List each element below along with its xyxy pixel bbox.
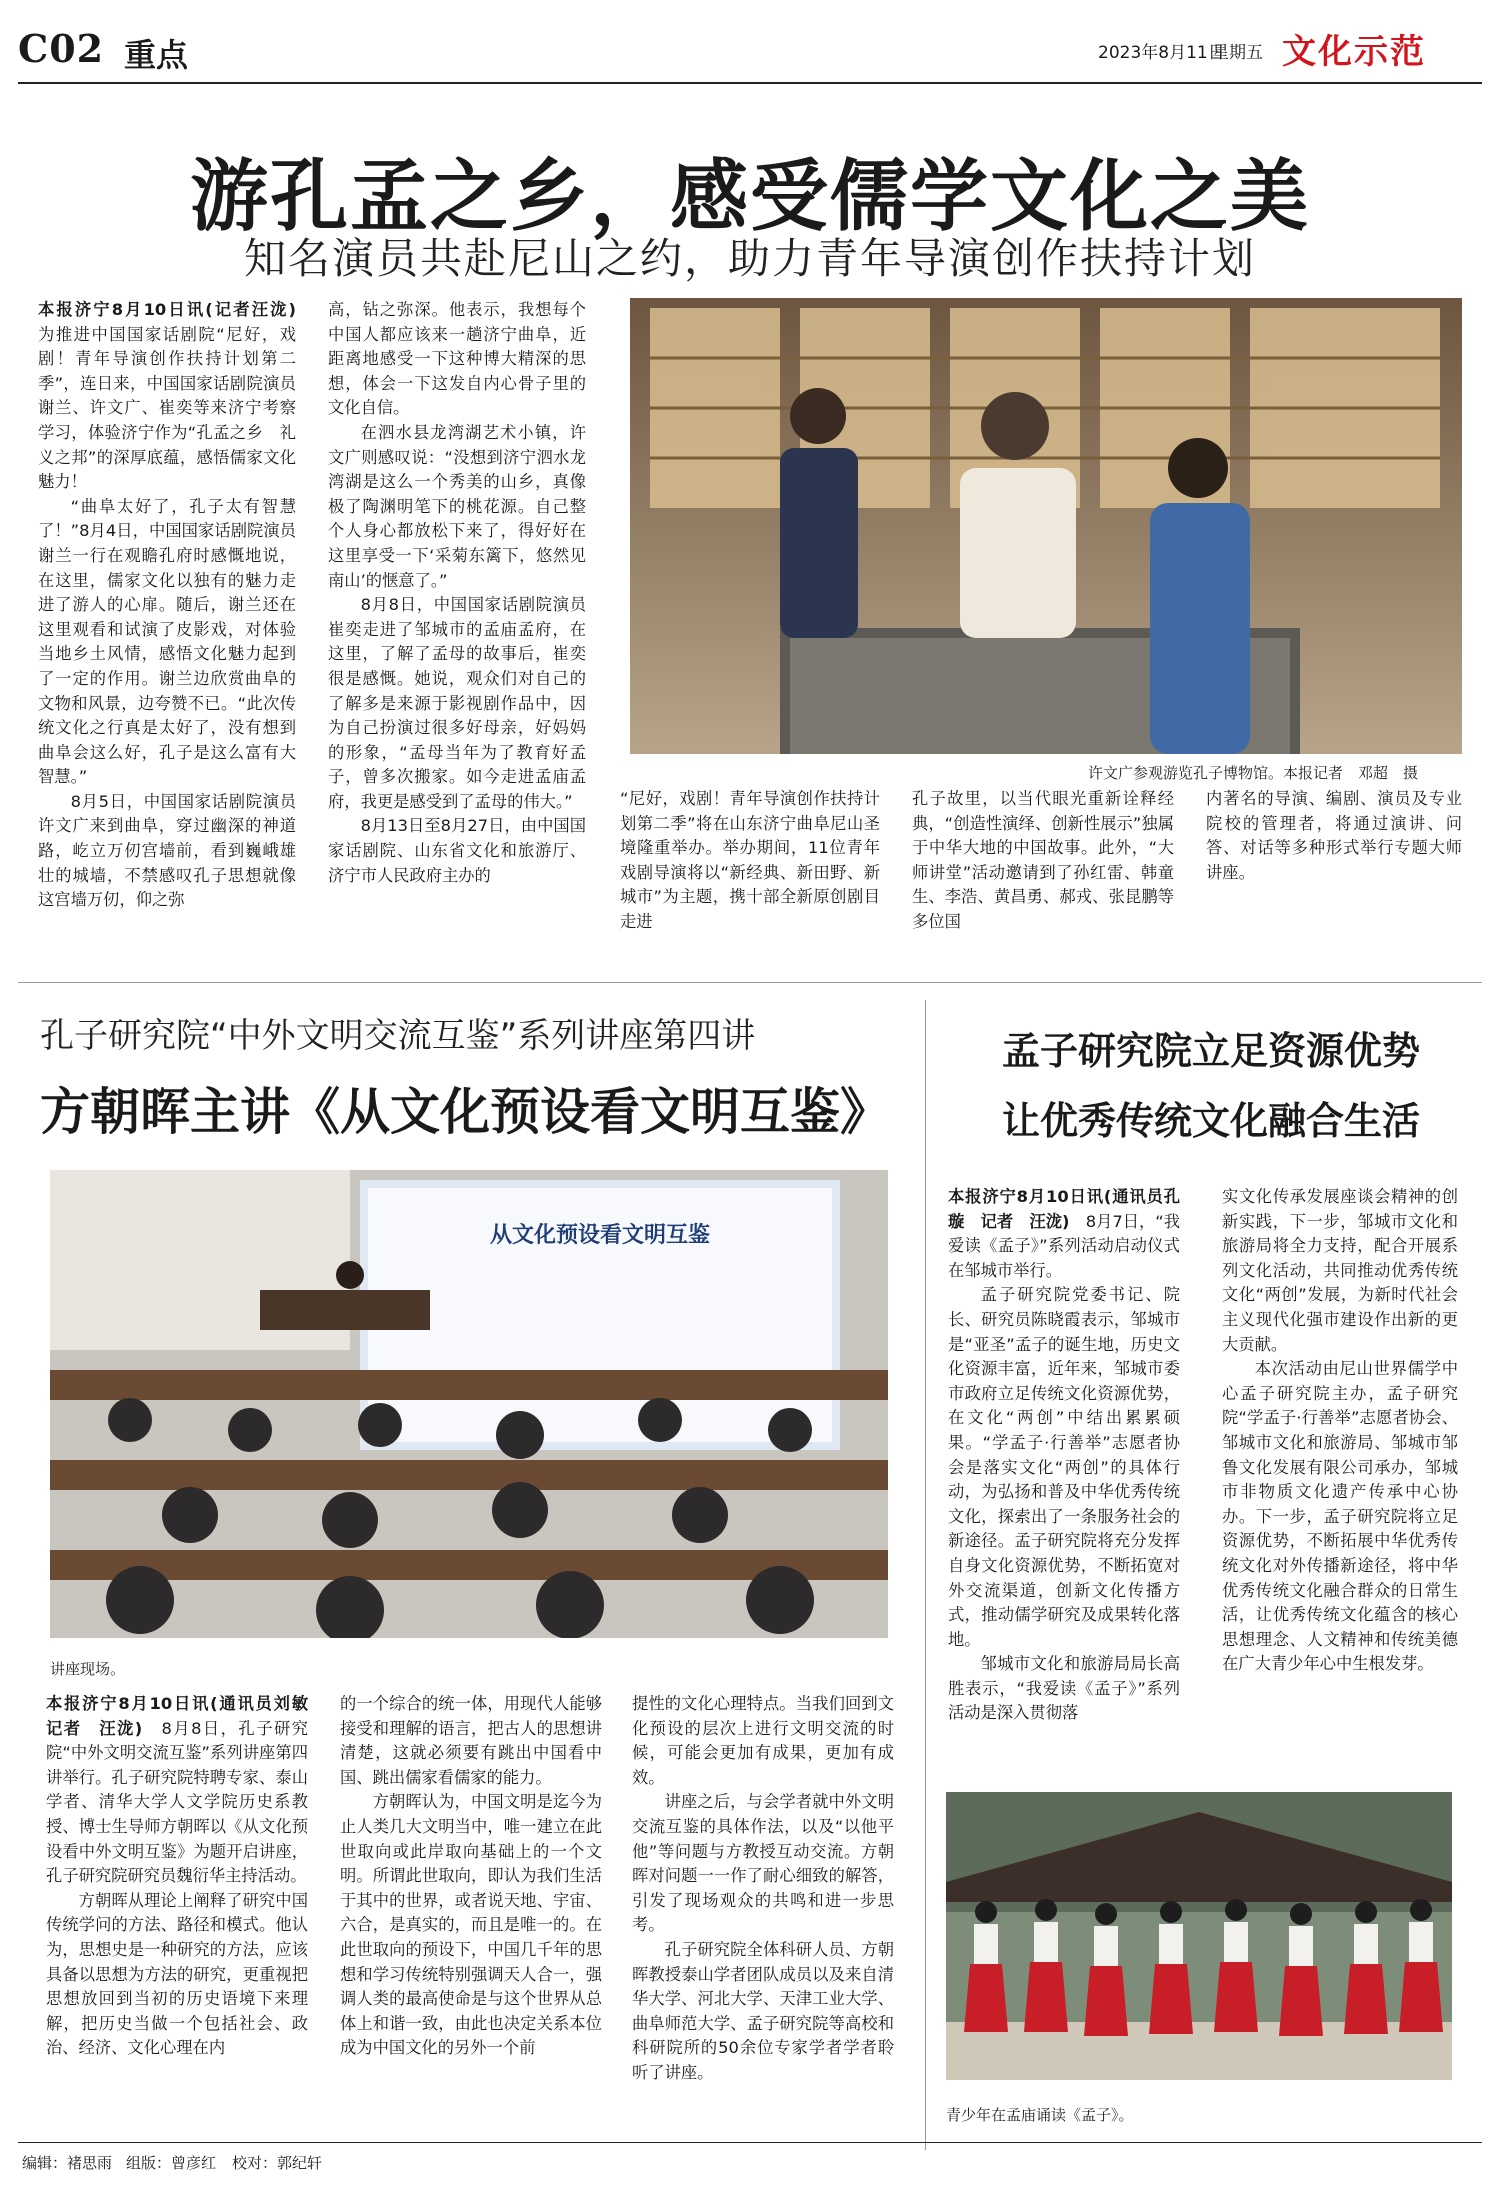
- article-2-byline: 本报济宁8月10日讯(通讯员刘敏 记者 汪泷): [46, 1694, 325, 1738]
- article-1-col-5: [1206, 787, 1462, 885]
- article-1-paragraph: 内著名的导演、编剧、演员及专业院校的管理者，将通过演讲、问答、对话等多种形式举行专题大师讲座。: [1206, 789, 1462, 882]
- lecture-hall-illustration: [50, 1170, 888, 1638]
- article-1-paragraph: 为推进中国国家话剧院“尼好，戏剧！青年导演创作扶持计划第二季”，连日来，中国国家话剧院演员谢兰、许文广、崔奕等来济宁考察学习，体验济宁作为“孔孟之乡 礼义之邦”的深厚底蕴，感悟儒家文化魅力！: [38, 324, 296, 492]
- article-3-paragraph: 本次活动由尼山世界儒学中心孟子研究院主办，孟子研究院“学孟子·行善举”志愿者协会、邹城市文化和旅游局、邹城市邹鲁文化发展有限公司承办，邹城市非物质文化遗产传承中心协办。下一步，孟子研究院将立足资源优势，不断拓展中华优秀传统文化对外传播新途径，将中华优秀传统文化融合群众的日常生活，让优秀传统文化蕴含的核心思想理念、人文精神和传统美德在广大青少年心中生根发芽。: [1222, 1359, 1458, 1674]
- article-3-paragraph: 8月7日，“我爱读《孟子》”系列活动启动仪式在邹城市举行。: [948, 1211, 1180, 1280]
- article-2-photo: [50, 1170, 888, 1638]
- article-3-title-line-2: 让优秀传统文化融合生活: [1001, 1098, 1420, 1143]
- brand-logo: 文化示范: [1282, 32, 1426, 72]
- article-2-paragraph: 提性的文化心理特点。当我们回到文化预设的层次上进行文明交流的时候，可能会更加有成果，更加有成效。: [632, 1694, 894, 1787]
- slide-title: 从文化预设看文明互鉴: [489, 1222, 711, 1248]
- article-2-paragraph: 讲座之后，与会学者就中外文明交流互鉴的具体作法，以及“以他平他”等问题与方教授互动交流。方朝晖对问题一一作了耐心细致的解答，引发了现场观众的共鸣和进一步思考。: [632, 1792, 894, 1935]
- article-2-col-2: [340, 1692, 602, 2061]
- article-1-paragraph: 孔子故里，以当代眼光重新诠释经典，“创造性演绎、创新性展示”独属于中华大地的中国故事。此外，“大师讲堂”活动邀请到了孙红雷、韩童生、李浩、黄昌勇、郝戎、张昆鹏等多位国: [912, 789, 1174, 931]
- column-divider: [925, 1000, 926, 2150]
- article-1-paragraph: 8月8日，中国国家话剧院演员崔奕走进了邹城市的孟庙孟府，在这里，了解了孟母的故事后，崔奕很是感慨。她说，观众们对自己的了解多是来源于影视剧作品中，因为自己扮演过很多好母亲，好妈妈的形象，“孟母当年为了教育好孟子，曾多次搬家。如今走进孟庙孟府，我更是感受到了孟母的伟大。”: [328, 595, 586, 811]
- article-3-col-2: [1222, 1185, 1458, 1677]
- article-2-photo-caption: 讲座现场。: [50, 1660, 126, 1678]
- article-2-paragraph: 方朝晖认为，中国文明是迄今为止人类几大文明当中，唯一建立在此世取向或此岸取向基础上的一个文明。所谓此世取向，即认为我们生活于其中的世界，或者说天地、宇宙、六合，是真实的，而且是唯一的。在此世取向的预设下，中国几千年的思想和学习传统特别强调天人合一，强调人类的最高使命是与这个世界从总体上和谐一致，由此也决定关系本位成为中国文化的另外一个前: [340, 1792, 602, 2058]
- article-1-title: 游孔孟之乡，感受儒学文化之美: [189, 151, 1310, 242]
- footer-editor: 编辑：褚思雨: [22, 2154, 113, 2172]
- article-1-photo: [630, 298, 1462, 754]
- article-3-paragraph: 实文化传承发展座谈会精神的创新实践，下一步，邹城市文化和旅游局将全力支持，配合开展系列文化活动，共同推动优秀传统文化“两创”发展，为新时代社会主义现代化强市建设作出新的更大贡献。: [1222, 1187, 1458, 1354]
- article-3-paragraph: 孟子研究院党委书记、院长、研究员陈晓霞表示，邹城市是“亚圣”孟子的诞生地，历史文化资源丰富，近年来，邹城市委市政府立足传统文化资源优势，在文化“两创”中结出累累硕果。“学孟子·行善举”志愿者协会是落实文化“两创”的具体行动，为弘扬和普及中华优秀传统文化，探索出了一条服务社会的新途径。孟子研究院将充分发挥自身文化资源优势，不断拓宽对外交流渠道，创新文化传播方式，推动儒学研究及成果转化落地。: [948, 1285, 1180, 1649]
- issue-date: 2023年8月11日: [1098, 43, 1225, 63]
- section-label: 重点: [124, 36, 189, 74]
- page-number: C02: [18, 26, 105, 71]
- article-1-photo-caption: 许文广参观游览孔子博物馆。本报记者 邓超 摄: [1088, 764, 1419, 782]
- article-1-paragraph: 高，钻之弥深。他表示，我想每个中国人都应该来一趟济宁曲阜，近距离地感受一下这种博大精深的思想，体会一下这发自内心骨子里的文化自信。: [328, 300, 586, 418]
- article-1-paragraph: 8月5日，中国国家话剧院演员许文广来到曲阜，穿过幽深的神道路，屹立万仞宫墙前，看到巍峨雄壮的城墙，不禁感叹孔子思想就像这宫墙万仞，仰之弥: [38, 791, 296, 910]
- article-2-paragraph: 孔子研究院全体科研人员、方朝晖教授泰山学者团队成员以及来自清华大学、河北大学、天津工业大学、曲阜师范大学、孟子研究院等高校和科研院所的50余位专家学者学者聆听了讲座。: [632, 1939, 894, 2082]
- article-1-col-1: [38, 298, 296, 913]
- article-1-col-3: [620, 787, 880, 935]
- recitation-illustration: [946, 1792, 1452, 2080]
- article-2-paragraph: 的一个综合的统一体，用现代人能够接受和理解的语言，把古人的思想讲清楚，这就必须要有跳出中国看中国、跳出儒家看儒家的能力。: [340, 1694, 602, 1787]
- issue-weekday: 星期五: [1212, 43, 1263, 63]
- article-3-title-line-1: 孟子研究院立足资源优势: [1001, 1028, 1420, 1073]
- footer-proof: 校对：郭纪轩: [232, 2154, 323, 2172]
- footer-rule: [18, 2142, 1482, 2143]
- article-1-subtitle: 知名演员共赴尼山之约，助力青年导演创作扶持计划: [243, 234, 1256, 283]
- article-3-col-1: [948, 1185, 1180, 1726]
- article-2-paragraph: 方朝晖从理论上阐释了研究中国传统学问的方法、路径和模式。他认为，思想史是一种研究的方法，应该具备以思想为方法的研究，更重视把思想放回到当初的历史语境下来理解，把历史当做一个包括社会、政治、经济、文化心理在内: [46, 1890, 308, 2058]
- article-1-col-4: [912, 787, 1174, 935]
- footer-layout: 组版：曾彦红: [126, 2154, 217, 2172]
- article-3-paragraph: 邹城市文化和旅游局局长高胜表示，“我爱读《孟子》”系列活动是深入贯彻落: [948, 1654, 1180, 1723]
- article-1-paragraph: 在泗水县龙湾湖艺术小镇，许文广则感叹说：“没想到济宁泗水龙湾湖是这么一个秀美的山乡，真像极了陶渊明笔下的桃花源。自己整个人身心都放松下来了，得好好在这里享受一下‘采菊东篱下，悠然见南山’的惬意了。”: [328, 422, 586, 590]
- article-1-byline: 本报济宁8月10日讯(记者汪泷): [38, 300, 296, 319]
- article-3-photo: [946, 1792, 1452, 2080]
- article-2-col-1: [46, 1692, 325, 2061]
- article-2-kicker: 孔子研究院“中外文明交流互鉴”系列讲座第四讲: [40, 1016, 756, 1056]
- article-3-byline: 本报济宁8月10日讯(通讯员孔璇 记者 汪泷): [948, 1187, 1180, 1231]
- article-2-paragraph: 8月8日，孔子研究院“中外文明交流互鉴”系列讲座第四讲举行。孔子研究院特聘专家、泰山学者、清华大学人文学院历史系教授、博士生导师方朝晖以《从文化预设看中外文明互鉴》为题开启讲座，孔子研究院研究员魏衍华主持活动。: [46, 1718, 308, 1886]
- museum-visit-illustration: [630, 298, 1462, 754]
- article-1-col-2: [328, 298, 586, 888]
- article-3-photo-caption: 青少年在孟庙诵读《孟子》。: [946, 2106, 1134, 2124]
- article-2-title: 方朝晖主讲《从文化预设看文明互鉴》: [40, 1082, 890, 1141]
- article-1-paragraph: “尼好，戏剧！青年导演创作扶持计划第二季”将在山东济宁曲阜尼山圣境隆重举办。举办期间，11位青年戏剧导演将以“新经典、新田野、新城市”为主题，携十部全新原创剧目走进: [620, 789, 880, 931]
- article-1-paragraph: “曲阜太好了，孔子太有智慧了！”8月4日，中国国家话剧院演员谢兰一行在观瞻孔府时感慨地说，在这里，儒家文化以独有的魅力走进了游人的心扉。随后，谢兰还在这里观看和试演了皮影戏，对体验当地乡土风情，感悟文化魅力起到了一定的作用。谢兰边欣赏曲阜的文物和风景，边夸赞不已。“此次传统文化之行真是太好了，没有想到曲阜会这么好，孔子是这么富有大智慧。”: [38, 496, 296, 787]
- section-divider: [18, 982, 1482, 983]
- header-rule: [18, 82, 1482, 84]
- article-2-col-3: [632, 1692, 894, 2086]
- article-1-paragraph: 8月13日至8月27日，由中国国家话剧院、山东省文化和旅游厅、济宁市人民政府主办的: [328, 816, 586, 885]
